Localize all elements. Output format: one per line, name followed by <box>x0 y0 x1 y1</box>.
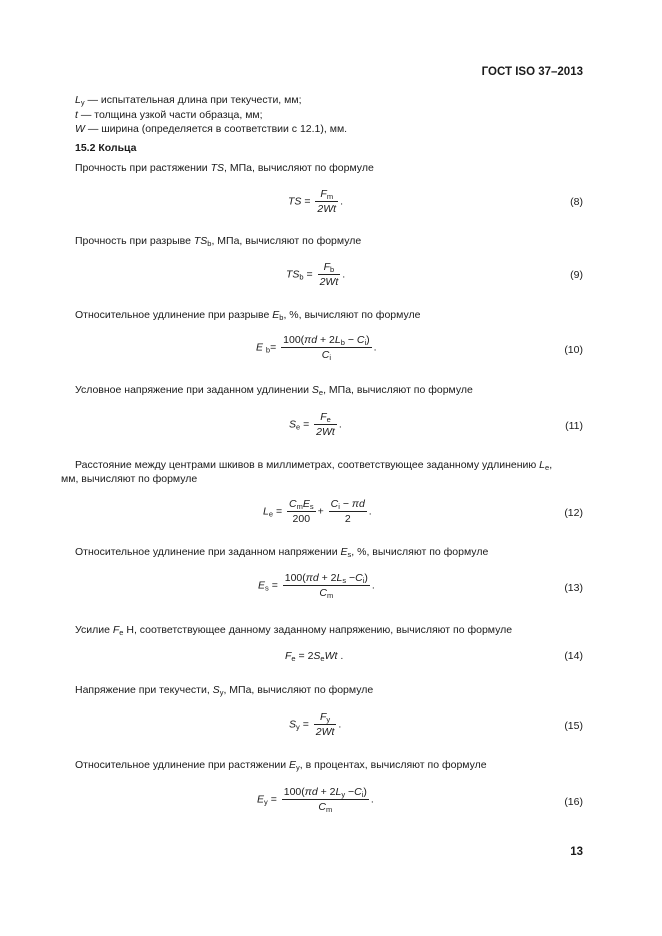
equation-13: $E_s$ = $\frac{100(\pi d + 2L_s -C_i)}{C_m}$ . <box>258 572 375 600</box>
paragraph-force: Усилие $F_e$ Н, соответствующее данному заданному напряжению, вычисляют по формуле <box>75 624 513 637</box>
equation-10: E $_b$= $\frac{100(\pi d + 2L_b - C_i)}{C_i}$ . <box>256 334 377 362</box>
equation-16: $E_y$ = $\frac{100(\pi d + 2L_y -C_i)}{C_m}$ . <box>257 786 374 814</box>
equation-9: $TS_b$ = $\frac{F_b}{2Wt}$ . <box>286 261 346 288</box>
equation-number-16: (16) <box>564 796 583 808</box>
definition-t: t — толщина узкой части образца, мм; <box>75 109 263 121</box>
paragraph-pulley-distance: Расстояние между центрами шкивов в миллиметрах, соответствующее заданному удлинению $L_e$, <box>75 459 553 472</box>
equation-number-15: (15) <box>564 720 583 732</box>
paragraph-yield-stress: Напряжение при текучести, $S_y$, МПа, вычисляют по формуле <box>75 684 374 697</box>
equation-8: TS = $\frac{F_m}{2Wt}$ . <box>288 188 343 215</box>
equation-14: $F_e = 2S_eWt$ . <box>285 650 344 663</box>
equation-number-11: (11) <box>565 420 583 432</box>
definition-ly: $L_y$ — испытательная длина при текучести, мм; <box>75 94 302 107</box>
paragraph-elongation-stress: Относительное удлинение при заданном напряжении $E_s$, %, вычисляют по формуле <box>75 546 489 559</box>
equation-number-14: (14) <box>564 650 583 662</box>
equation-15: $S_y$ = $\frac{F_y}{2Wt}$ . <box>289 711 342 738</box>
paragraph-elongation-yield: Относительное удлинение при растяжении $E_y$, в процентах, вычисляют по формуле <box>75 759 487 772</box>
equation-11: $S_e$ = $\frac{F_e}{2Wt}$ . <box>289 411 342 438</box>
equation-number-13: (13) <box>564 582 583 594</box>
equation-number-8: (8) <box>570 196 583 208</box>
equation-number-12: (12) <box>564 507 583 519</box>
equation-12: $L_e$ = $\frac{C_mE_s}{200}$ + $\frac{C_i - \pi d}{2}$ . <box>263 498 372 525</box>
paragraph-elongation-break: Относительное удлинение при разрыве $E_b$, %, вычисляют по формуле <box>75 309 421 322</box>
equation-number-9: (9) <box>570 269 583 281</box>
paragraph-tensile-strength: Прочность при растяжении TS, МПа, вычисляют по формуле <box>75 162 374 174</box>
document-id: ГОСТ ISO 37–2013 <box>481 66 583 78</box>
paragraph-pulley-distance-cont: мм, вычисляют по формуле <box>61 473 198 485</box>
section-title: 15.2 Кольца <box>75 142 137 154</box>
paragraph-nominal-stress: Условное напряжение при заданном удлинении $S_e$, МПа, вычисляют по формуле <box>75 384 473 397</box>
equation-number-10: (10) <box>564 344 583 356</box>
paragraph-break-strength: Прочность при разрыве $TS_b$, МПа, вычисляют по формуле <box>75 235 362 248</box>
page-number: 13 <box>570 846 583 858</box>
definition-w: W — ширина (определяется в соответствии с 12.1), мм. <box>75 123 348 135</box>
